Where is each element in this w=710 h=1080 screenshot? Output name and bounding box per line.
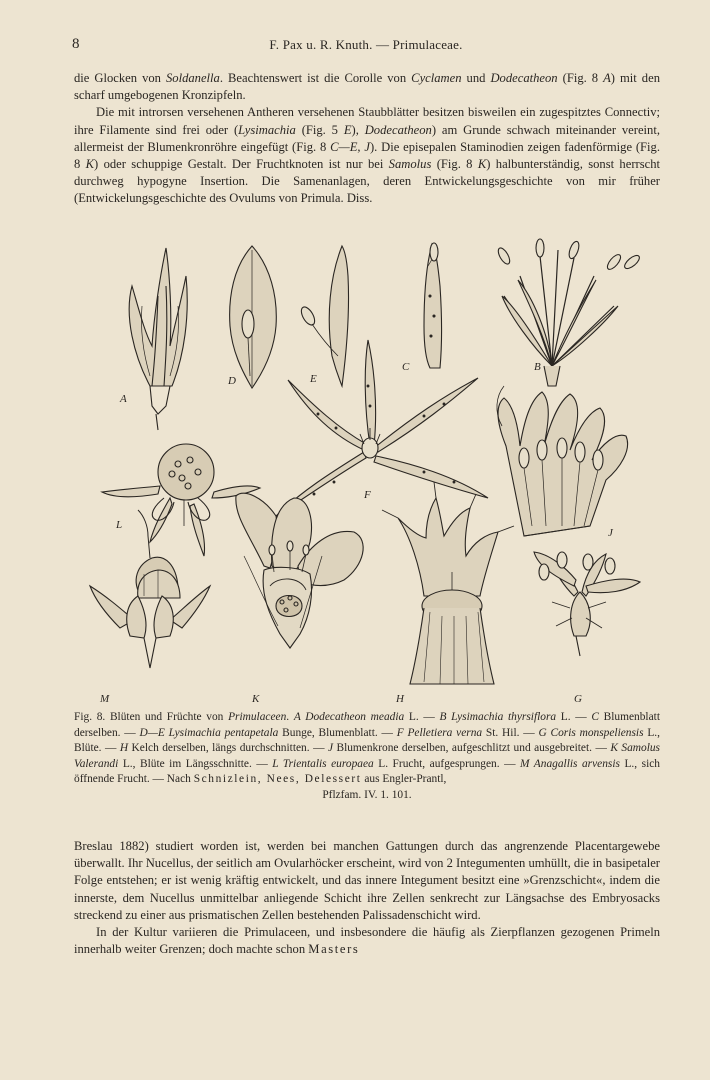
- text-run: ) halbunterständig, sonst herrscht durchweg hypogyne Insertion. Die Samenanlagen, deren Entwickelungsgeschichte von mir früher (Entwickelungsgeschichte des Ovulums von Primula. Diss.: [74, 157, 660, 206]
- paragraph: [74, 104, 660, 207]
- label-g: G: [574, 693, 582, 705]
- italic-run: E: [343, 122, 352, 137]
- italic-run: Dodecatheon: [490, 71, 558, 85]
- caption-source: Pflzfam. IV. 1. 101.: [322, 788, 412, 801]
- text-run: ). Die episepalen Staminodien zeigen fadenförmige (Fig. 8: [74, 139, 660, 172]
- label-j: J: [608, 527, 613, 539]
- label-b: B: [534, 361, 541, 373]
- italic-run: A: [603, 71, 611, 85]
- text-run: und: [461, 71, 491, 85]
- italic-run: K: [85, 157, 95, 172]
- italic-run: K: [477, 157, 487, 172]
- text-run: L. Frucht, aufgesprungen. —: [373, 757, 520, 770]
- text-run: (Fig. 8: [557, 71, 604, 85]
- fig-a-dodecatheon-flower: [129, 248, 187, 430]
- italic-run: F Pelletiera verna: [396, 726, 483, 739]
- text-run: ) mit den scharf umgebogenen Kronzipfeln.: [74, 71, 660, 103]
- text-run: Breslau 1882) studiert worden ist, werden bei manchen Gattungen durch das angrenzende Placentargewebe überwallt. Ihr Nucellus, der seitlich am Ovularhöcker erscheint, wird von 2 Integumenten umhüllt, die in basipetaler Folge entstehen; er ist wenig kräftig entwickelt, und das innere Integument besitzt eine »Grenzschicht«, indem die innerste, dem Nucellus unmittelbar anliegende Schicht ihre Zellen senkrecht zur Längsachse des Embryosacks streckend zu einer aus prismatischen Zellen bestehenden Palissadenschicht wird.: [74, 839, 660, 922]
- italic-run: Samolus: [388, 157, 432, 172]
- label-d: D: [228, 375, 236, 387]
- fig-d-petal: [230, 246, 277, 388]
- label-e: E: [310, 373, 317, 385]
- label-a: A: [120, 393, 127, 405]
- text-run: Kelch derselben, längs durchschnitten. —: [128, 742, 328, 755]
- page-number: 8: [72, 36, 80, 52]
- italic-run: K Samolus Valerandi: [74, 742, 660, 770]
- label-k: K: [252, 693, 260, 705]
- fig-c-petal: [424, 243, 442, 368]
- italic-run: Soldanella: [165, 71, 220, 85]
- text-run: Bunge, Blumenblatt. —: [278, 726, 397, 739]
- italic-run: J: [327, 742, 333, 755]
- fig-f-pelletiera-flower: [274, 340, 488, 518]
- text-run: St. Hil. —: [482, 726, 539, 739]
- caption-text: [74, 710, 660, 788]
- text-run: ) am Grunde schwach miteinander vereint, allermeist der Blumenkronröhre eingefügt (Fig. 8: [74, 122, 660, 154]
- italic-run: C: [591, 711, 599, 723]
- text-run: .: [286, 711, 294, 723]
- italic-run: A Dodecatheon meadia: [293, 711, 405, 723]
- text-run: die Glocken von: [74, 71, 166, 85]
- italic-run: C—E, J: [330, 139, 370, 154]
- italic-run: B Lysimachia thyrsiflora: [439, 711, 557, 723]
- italic-run: G Coris monspeliensis: [538, 726, 644, 739]
- figure-8-illustration: [74, 236, 660, 706]
- text-run: In der Kultur variieren die Primulaceen, und insbesondere die häufig als Zierpflanzen gezogenen Primeln innerhalb weiter Grenzen; doch machte schon: [74, 925, 660, 957]
- text-run: (Fig. 8: [431, 157, 478, 172]
- italic-run: Dodecatheon: [364, 122, 432, 137]
- label-m: M: [100, 693, 110, 705]
- text-run: . Beachtenswert ist die Corolle von: [219, 71, 412, 85]
- label-l: L: [116, 519, 123, 531]
- italic-run: Cyclamen: [411, 71, 462, 85]
- text-run: aus Engler-Prantl,: [361, 773, 447, 786]
- text-run: Die mit introrsen versehenen Antheren versehenen Staubblätter besitzen bisweilen ein zugespitztes Connectiv; ihre Filamente sind frei oder (: [74, 105, 660, 137]
- text-run: L., sich öffnende Frucht. — Nach: [74, 757, 660, 786]
- italic-run: L Trientalis europaea: [272, 757, 374, 770]
- fig-e-petal-stamen: [299, 246, 349, 386]
- text-run: (Fig. 5: [295, 122, 344, 137]
- fig-h-coris-calyx: [382, 482, 514, 684]
- label-c: C: [402, 361, 410, 373]
- italic-run: M Anagallis arvensis: [520, 757, 620, 770]
- italic-run: H: [119, 742, 129, 755]
- text-run: Blumenkrone derselben, aufgeschlitzt und ausgebreitet. —: [333, 742, 611, 755]
- label-f: F: [364, 489, 371, 501]
- text-run: L., Blüte im Längsschnitte. —: [118, 757, 273, 770]
- italic-run: Lysimachia: [238, 122, 296, 137]
- fig-k-samolus-section: [236, 493, 363, 648]
- italic-run: Primulaceen: [228, 711, 287, 723]
- text-run: L., Blüte. —: [74, 726, 660, 755]
- running-head: F. Pax u. R. Knuth. — Primulaceae.: [269, 37, 463, 52]
- paragraph: [74, 838, 660, 924]
- text-run: ),: [351, 122, 365, 137]
- paragraph: [74, 924, 660, 958]
- fig-b-lysimachia-flower: [496, 239, 641, 386]
- text-run: L. —: [556, 711, 592, 723]
- spaced-run: Masters: [308, 942, 360, 957]
- text-run: Blumenblatt derselben. —: [74, 711, 660, 739]
- page-header: [72, 36, 660, 54]
- paragraph: [74, 70, 660, 104]
- fig-g-coris-flower: [534, 552, 640, 656]
- fig-m-anagallis-fruit: [90, 510, 210, 668]
- text-run: ) oder schuppige Gestalt. Der Fruchtknoten ist nur bei: [94, 157, 389, 172]
- body-text-top: [74, 70, 660, 208]
- figure-8: [74, 236, 660, 706]
- body-text-bottom: [74, 838, 660, 958]
- label-h: H: [396, 693, 404, 705]
- figure-caption: [74, 710, 660, 804]
- spaced-run: Schnizlein, Nees, Delessert: [193, 773, 362, 786]
- italic-run: D—E Lysimachia pentapetala: [139, 726, 279, 739]
- text-run: L. —: [404, 711, 440, 723]
- fig-j-coris-corolla: [497, 386, 628, 536]
- text-run: Fig. 8. Blüten und Früchte von: [74, 711, 229, 723]
